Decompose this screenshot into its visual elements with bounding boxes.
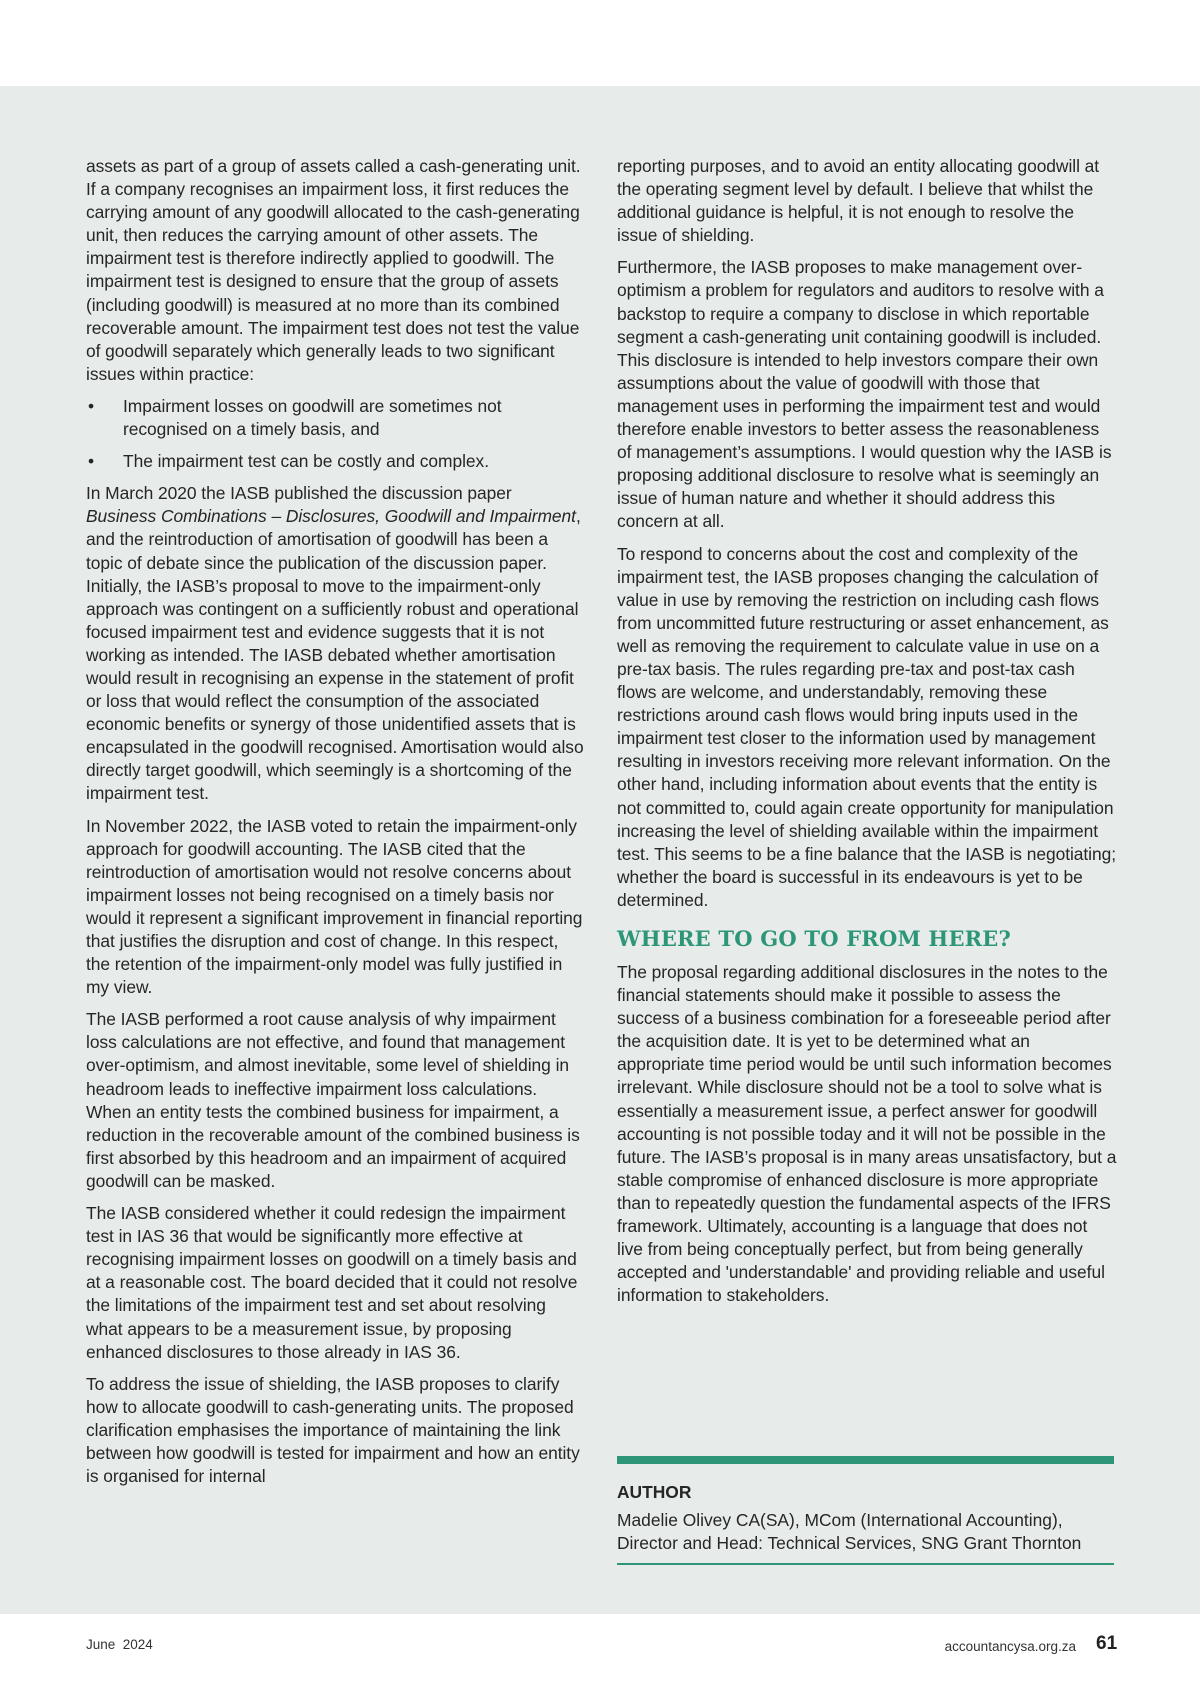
paragraph: assets as part of a group of assets called a cash-generating unit. If a company recognises an impairment loss, it first reduces the carrying amount of any goodwill allocated to the cash-generating unit, then reduces the carrying amount of other assets. The impairment test is therefore indirectly applied to goodwill. The impairment test is designed to ensure that the group of assets (including goodwill) is measured at no more than its combined recoverable amount. The impairment test does not test the value of goodwill separately which generally leads to two significant issues within practice:	[86, 156, 581, 384]
paragraph: To address the issue of shielding, the IASB proposes to clarify how to allocate goodwill to cash-generating units. The proposed clarification emphasises the importance of maintaining the link between how goodwill is tested for impairment and how an entity is organised for internal	[86, 1373, 580, 1487]
footer-website: accountancysa.org.za	[944, 1639, 1076, 1654]
paragraph-text: , and the reintroduction of amortisation of goodwill has been a topic of debate since the publication of the discussion paper. Initially, the IASB’s proposal to move to the impairment-only approach was contingent on a sufficiently robust and operational focused impairment test and evidence suggests that it is not working as intended. The IASB debated whether amortisation would result in recognising an expense in the statement of profit or loss that would reflect the consumption of the associated economic benefits or synergy of those unidentified assets that is encapsulated in the goodwill recognised. Amortisation would also directly target goodwill, which seemingly is a shortcoming of the impairment test.	[86, 506, 584, 804]
right-column	[617, 155, 1117, 1316]
list-item	[86, 395, 586, 441]
paragraph: Furthermore, the IASB proposes to make management over-optimism a problem for regulators and auditors to resolve with a backstop to require a company to disclose in which reportable segment a cash-generating unit containing goodwill is included. This disclosure is intended to help investors compare their own assumptions about the value of goodwill with those that management uses in performing the impairment test and would therefore enable investors to better assess the reasonableness of management’s assumptions. I would question why the IASB is proposing additional disclosure to resolve what is seemingly an issue of human nature and whether it should address this concern at all.	[617, 257, 1112, 532]
list-item	[86, 450, 586, 473]
page-number: 61	[1096, 1633, 1118, 1654]
publication-title: Business Combinations – Disclosures, Goodwill and Impairment	[86, 506, 576, 527]
paragraph: In November 2022, the IASB voted to retain the impairment-only approach for goodwill accounting. The IASB cited that the reintroduction of amortisation would not resolve concerns about impairment losses not being recognised on a timely basis nor would it represent a significant improvement in financial reporting that justifies the disruption and cost of change. In this respect, the retention of the impairment-only model was fully justified in my view.	[86, 815, 583, 998]
footer-date: June 2024	[86, 1637, 153, 1652]
author-credentials: Madelie Olivey CA(SA), MCom (International Accounting),	[617, 1510, 1063, 1531]
author-bottom-rule	[617, 1563, 1114, 1565]
section-heading: WHERE TO GO TO FROM HERE?	[617, 926, 1012, 951]
paragraph: The proposal regarding additional disclosures in the notes to the financial statements should make it possible to assess the success of a business combination for a foreseeable period after the acquisition date. It is yet to be determined what an appropriate time period would be until such information becomes irrelevant. While disclosure should not be a tool to solve what is essentially a measurement issue, a perfect answer for goodwill accounting is not possible today and it will not be possible in the future. The IASB’s proposal is in many areas unsatisfactory, but a stable compromise of enhanced disclosure is more appropriate than to repeatedly question the fundamental aspects of the IFRS framework. Ultimately, accounting is a language that does not live from being conceptually perfect, but from being generally accepted and 'understandable' and providing reliable and useful information to stakeholders.	[617, 962, 1117, 1306]
author-label: AUTHOR	[617, 1482, 692, 1502]
list-item-text: Impairment losses on goodwill are sometimes not recognised on a timely basis, and	[123, 395, 502, 440]
list-item-text: The impairment test can be costly and complex.	[123, 451, 489, 472]
paragraph: The IASB performed a root cause analysis of why impairment loss calculations are not effective, and found that management over-optimism, and almost inevitable, some level of shielding in headroom leads to ineffective impairment loss calculations. When an entity tests the combined business for impairment, a reduction in the recoverable amount of the combined business is first absorbed by this headroom and an impairment of acquired goodwill can be masked.	[86, 1009, 580, 1191]
bullet-list	[86, 395, 586, 473]
bullet-icon: •	[88, 451, 95, 472]
author-block	[617, 1481, 1114, 1555]
paragraph	[86, 482, 586, 805]
bullet-icon: •	[88, 395, 95, 416]
paragraph: To respond to concerns about the cost and complexity of the impairment test, the IASB proposes changing the calculation of value in use by removing the restriction on including cash flows from uncommitted future restructuring or asset enhancement, as well as removing the requirement to calculate value in use on a pre-tax basis. The rules regarding pre-tax and post-tax cash flows are welcome, and understandably, removing these restrictions around cash flows would bring inputs used in the impairment test closer to the information used by management resulting in investors receiving more relevant information. On the other hand, including information about events that the entity is not committed to, could again create opportunity for manipulation increasing the level of shielding available within the impairment test. This seems to be a fine balance that the IASB is negotiating; whether the board is successful in its endeavours is yet to be determined.	[617, 543, 1117, 910]
left-column	[86, 155, 586, 1497]
paragraph: The IASB considered whether it could redesign the impairment test in IAS 36 that would be significantly more effective at recognising impairment losses on goodwill on a timely basis and at a reasonable cost. The board decided that it could not resolve the limitations of the impairment test and set about resolving what appears to be a measurement issue, by proposing enhanced disclosures to those already in IAS 36.	[86, 1203, 578, 1362]
author-top-rule	[617, 1456, 1114, 1464]
paragraph: reporting purposes, and to avoid an entity allocating goodwill at the operating segment level by default. I believe that whilst the additional guidance is helpful, it is not enough to resolve the issue of shielding.	[617, 156, 1100, 246]
author-position: Director and Head: Technical Services, SNG Grant Thornton	[617, 1533, 1082, 1554]
paragraph-text: In March 2020 the IASB published the discussion paper	[86, 483, 512, 504]
